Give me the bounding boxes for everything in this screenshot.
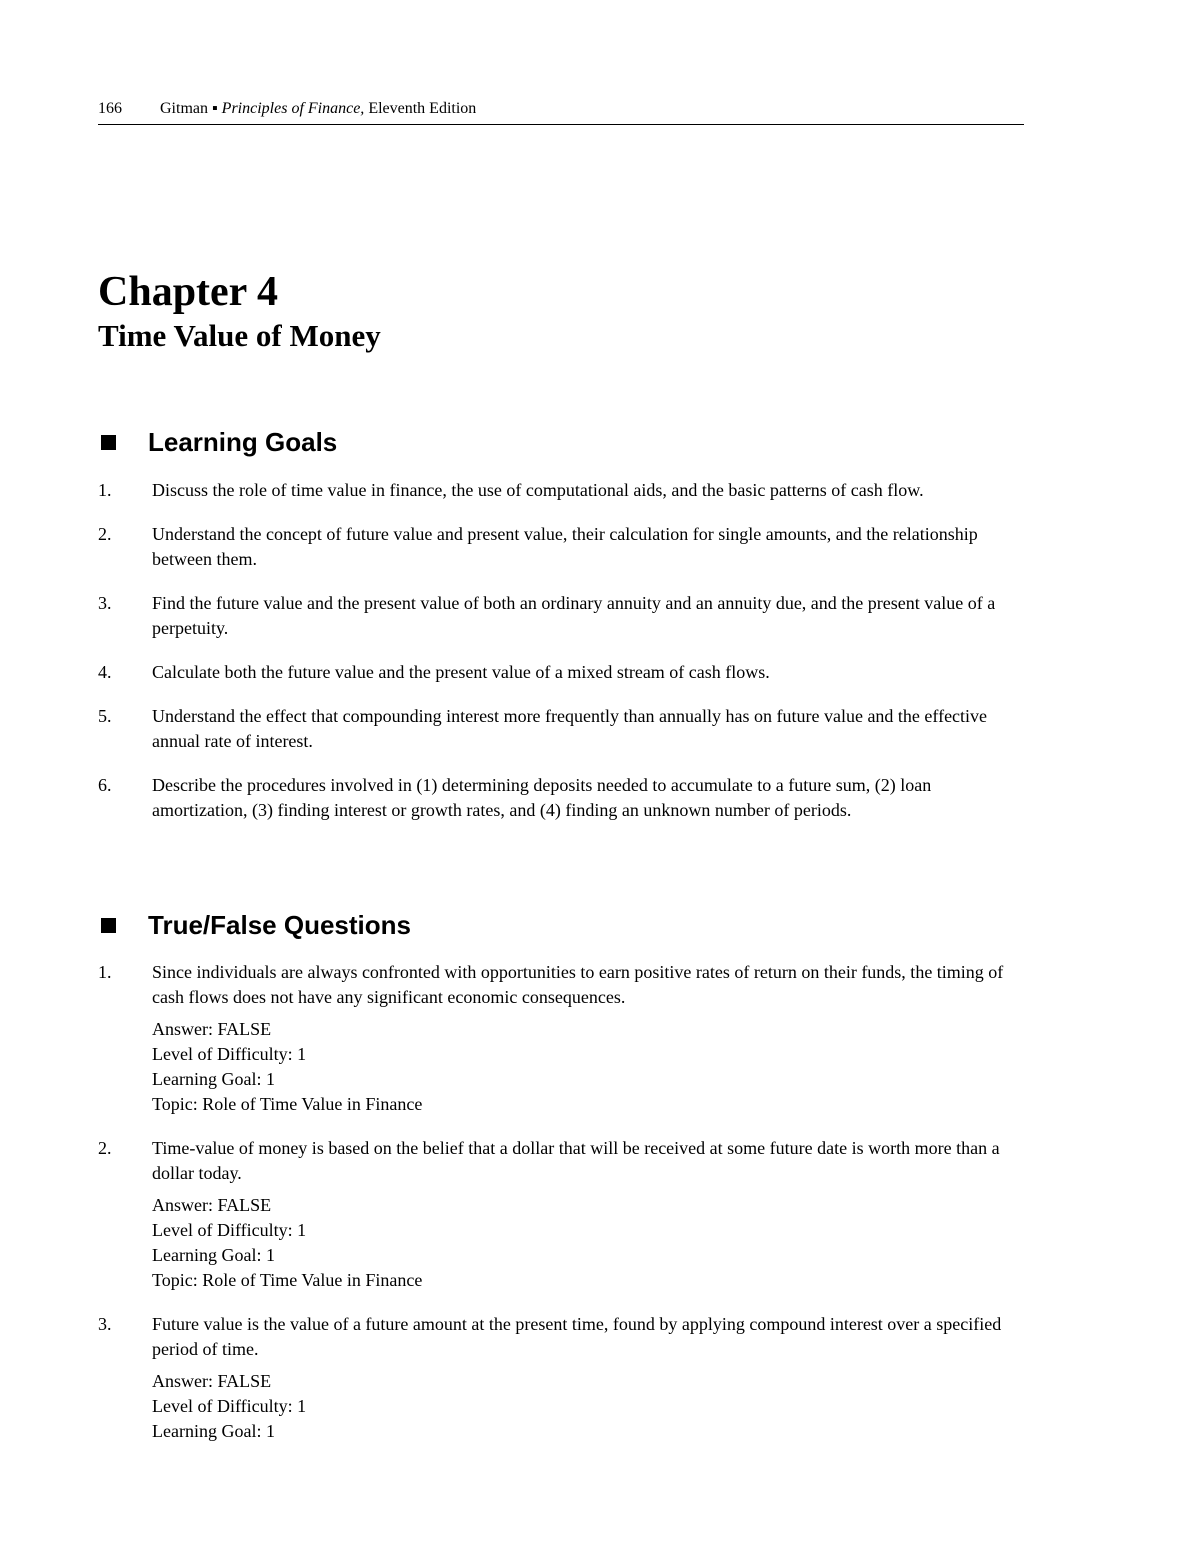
- question-item: [98, 1136, 1024, 1293]
- learning-goals-heading-text: Learning Goals: [148, 427, 338, 457]
- question-metadata: [152, 1017, 1024, 1117]
- question-number: 1.: [98, 962, 112, 982]
- page-number: 166: [98, 100, 122, 117]
- question-item: [98, 960, 1024, 1117]
- question-topic: Topic: Role of Time Value in Finance: [152, 1270, 423, 1290]
- question-answer: Answer: FALSE: [152, 1195, 272, 1215]
- learning-goal-item: [98, 773, 1024, 823]
- true-false-question-list: [98, 960, 1024, 1463]
- item-text: Understand the concept of future value and present value, their calculation for single amounts, and the relationship between them.: [152, 524, 978, 569]
- question-difficulty: Level of Difficulty: 1: [152, 1044, 307, 1064]
- question-difficulty: Level of Difficulty: 1: [152, 1220, 307, 1240]
- question-answer: Answer: FALSE: [152, 1371, 272, 1391]
- learning-goals-list: [98, 478, 1024, 842]
- learning-goal-item: [98, 704, 1024, 754]
- item-number: 1.: [98, 480, 112, 500]
- question-metadata: [152, 1369, 1024, 1444]
- question-learning-goal: Learning Goal: 1: [152, 1245, 275, 1265]
- learning-goals-heading: [98, 425, 337, 459]
- item-text: Describe the procedures involved in (1) determining deposits needed to accumulate to a future sum, (2) loan amortization, (3) finding interest or growth rates, and (4) finding an unknown number of periods.: [152, 775, 932, 820]
- square-bullet-icon: [101, 918, 116, 933]
- item-text: Find the future value and the present value of both an ordinary annuity and an annuity due, and the present value of a perpetuity.: [152, 593, 996, 638]
- question-answer: Answer: FALSE: [152, 1019, 272, 1039]
- learning-goal-item: [98, 478, 1024, 503]
- item-number: 2.: [98, 524, 112, 544]
- true-false-heading-text: True/False Questions: [148, 910, 411, 940]
- question-text: Time-value of money is based on the belief that a dollar that will be received at some future date is worth more than a dollar today.: [152, 1138, 1000, 1183]
- item-number: 3.: [98, 593, 112, 613]
- chapter-title: Time Value of Money: [98, 318, 381, 353]
- true-false-heading: [98, 908, 411, 942]
- header-book-title: Principles of Finance,: [221, 100, 365, 117]
- learning-goal-item: [98, 591, 1024, 641]
- question-text: Since individuals are always confronted with opportunities to earn positive rates of return on their funds, the timing of cash flows does not have any significant economic consequences.: [152, 962, 1004, 1007]
- header-author: Gitman: [160, 100, 208, 117]
- item-number: 4.: [98, 662, 112, 682]
- question-item: [98, 1312, 1024, 1444]
- item-text: Understand the effect that compounding interest more frequently than annually has on future value and the effective annual rate of interest.: [152, 706, 988, 751]
- item-number: 5.: [98, 706, 112, 726]
- question-difficulty: Level of Difficulty: 1: [152, 1396, 307, 1416]
- item-number: 6.: [98, 775, 112, 795]
- question-learning-goal: Learning Goal: 1: [152, 1069, 275, 1089]
- learning-goal-item: [98, 522, 1024, 572]
- learning-goal-item: [98, 660, 1024, 685]
- question-text: Future value is the value of a future amount at the present time, found by applying compound interest over a specified period of time.: [152, 1314, 1002, 1359]
- item-text: Discuss the role of time value in finance, the use of computational aids, and the basic patterns of cash flow.: [152, 480, 924, 500]
- question-number: 3.: [98, 1314, 112, 1334]
- running-header: [98, 98, 1024, 125]
- header-edition: Eleventh Edition: [368, 100, 477, 117]
- item-text: Calculate both the future value and the present value of a mixed stream of cash flows.: [152, 662, 770, 682]
- question-learning-goal: Learning Goal: 1: [152, 1421, 275, 1441]
- chapter-label: Chapter 4: [98, 269, 279, 315]
- square-bullet-icon: [101, 435, 116, 450]
- question-number: 2.: [98, 1138, 112, 1158]
- question-topic: Topic: Role of Time Value in Finance: [152, 1094, 423, 1114]
- question-metadata: [152, 1193, 1024, 1293]
- header-separator: ▪: [212, 100, 218, 117]
